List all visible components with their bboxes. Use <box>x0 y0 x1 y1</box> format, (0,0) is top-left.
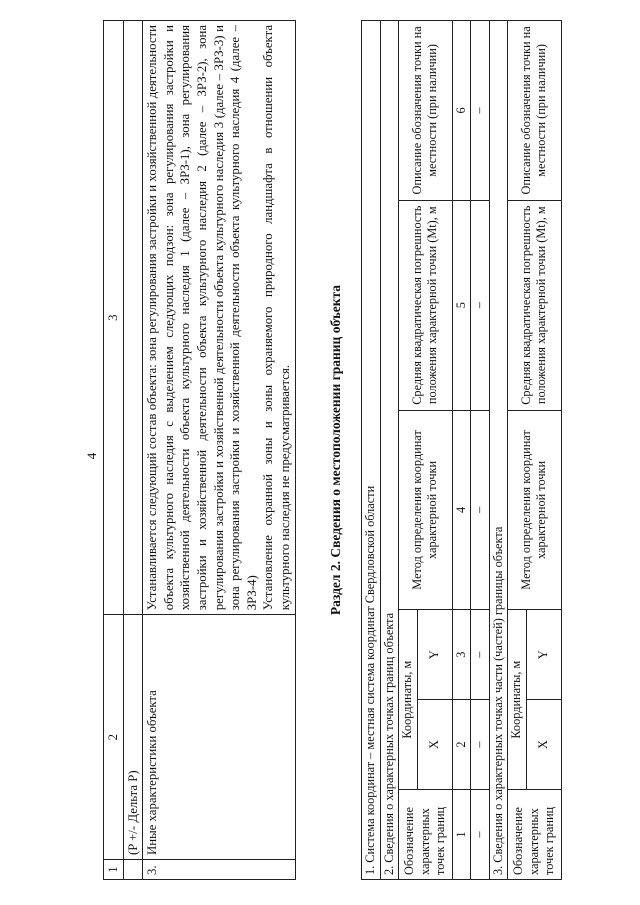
table-row <box>362 21 381 880</box>
characteristics-text <box>143 21 296 615</box>
empty-value: – <box>471 200 490 410</box>
header-accuracy: Средняя квадратическая погрешность положения характерной точки (Mt), м <box>399 200 453 410</box>
header-y: Y <box>526 610 561 700</box>
table-row <box>508 21 527 880</box>
header-coords: Координаты, м <box>399 610 418 790</box>
empty-value: – <box>471 700 490 790</box>
boundary-points-table <box>361 20 562 880</box>
col-number: 4 <box>452 410 471 610</box>
empty-value: – <box>471 610 490 700</box>
row-label: Иные характеристики объекта <box>143 615 296 860</box>
header-description: Описание обозначения точки на местности (при наличии) <box>399 21 453 201</box>
empty-value: – <box>471 21 490 201</box>
block2-title: 2. Сведения о характерных точках границ объекта <box>380 21 399 880</box>
section-title: Раздел 2. Сведения о местоположении границ объекта <box>328 284 343 616</box>
block3-title: 3. Сведения о характерных точках части (частей) границы объекта <box>489 21 508 880</box>
table-row <box>452 21 471 880</box>
header-method: Метод определения координат характерной точки <box>508 410 562 610</box>
header-coords: Координаты, м <box>508 610 527 790</box>
col-number: 5 <box>452 200 471 410</box>
empty-value: – <box>471 410 490 610</box>
rotated-document <box>103 20 598 880</box>
table-row <box>123 21 143 880</box>
table-row <box>471 21 490 880</box>
header-designation: Обозначение характерных точек границ <box>508 790 562 880</box>
col-number: 1 <box>452 790 471 880</box>
characteristics-paragraph-1: Устанавливается следующий состав объекта: зона регулирования застройки и хозяйственной деятельности объекта культурного наследия с выделением следующих подзон: зона регулирования застройки и хозяйственной деятельности объекта культурного наследия 1 (далее – ЗРЗ-1), зона регулирования застройки и хозяйственной деятельности объекта культурного наследия 2 (далее – ЗРЗ-2), зона регулирования застройки и хозяйственной деятельности объекта культурного наследия 3 (далее – ЗРЗ-3) и зона регулирования застройки и хозяйственной деятельности объекта культурного наследия 4 (далее – ЗРЗ-4) <box>145 25 259 611</box>
page-number: 4 <box>84 452 99 460</box>
object-characteristics-table <box>103 20 296 880</box>
header-x: X <box>526 700 561 790</box>
characteristics-paragraph-2: Установление охранной зоны и зоны охраняемого природного ландшафта в отношении объекта культурного наследия не предусматривается. <box>261 25 292 611</box>
coord-system: 1. Система координат – местная система координат Свердловской области <box>362 21 381 880</box>
col-number: 6 <box>452 21 471 201</box>
table-row <box>143 21 296 880</box>
table-row <box>380 21 399 880</box>
col-number: 3 <box>452 610 471 700</box>
header-accuracy: Средняя квадратическая погрешность положения характерной точки (Mt), м <box>508 200 562 410</box>
col-header-3: 3 <box>104 21 124 615</box>
row-number: 3. <box>143 860 296 880</box>
col-number: 2 <box>452 700 471 790</box>
table-row <box>489 21 508 880</box>
table-row <box>399 21 418 880</box>
col-header-2: 2 <box>104 615 124 860</box>
empty-value: – <box>471 790 490 880</box>
header-designation: Обозначение характерных точек границ <box>399 790 453 880</box>
table-row <box>104 21 124 880</box>
header-y: Y <box>417 610 452 700</box>
header-description: Описание обозначения точки на местности (при наличии) <box>508 21 562 201</box>
header-method: Метод определения координат характерной точки <box>399 410 453 610</box>
col-header-1: 1 <box>104 860 124 880</box>
delta-cell: (P +/- Дельта P) <box>123 615 143 860</box>
header-x: X <box>417 700 452 790</box>
